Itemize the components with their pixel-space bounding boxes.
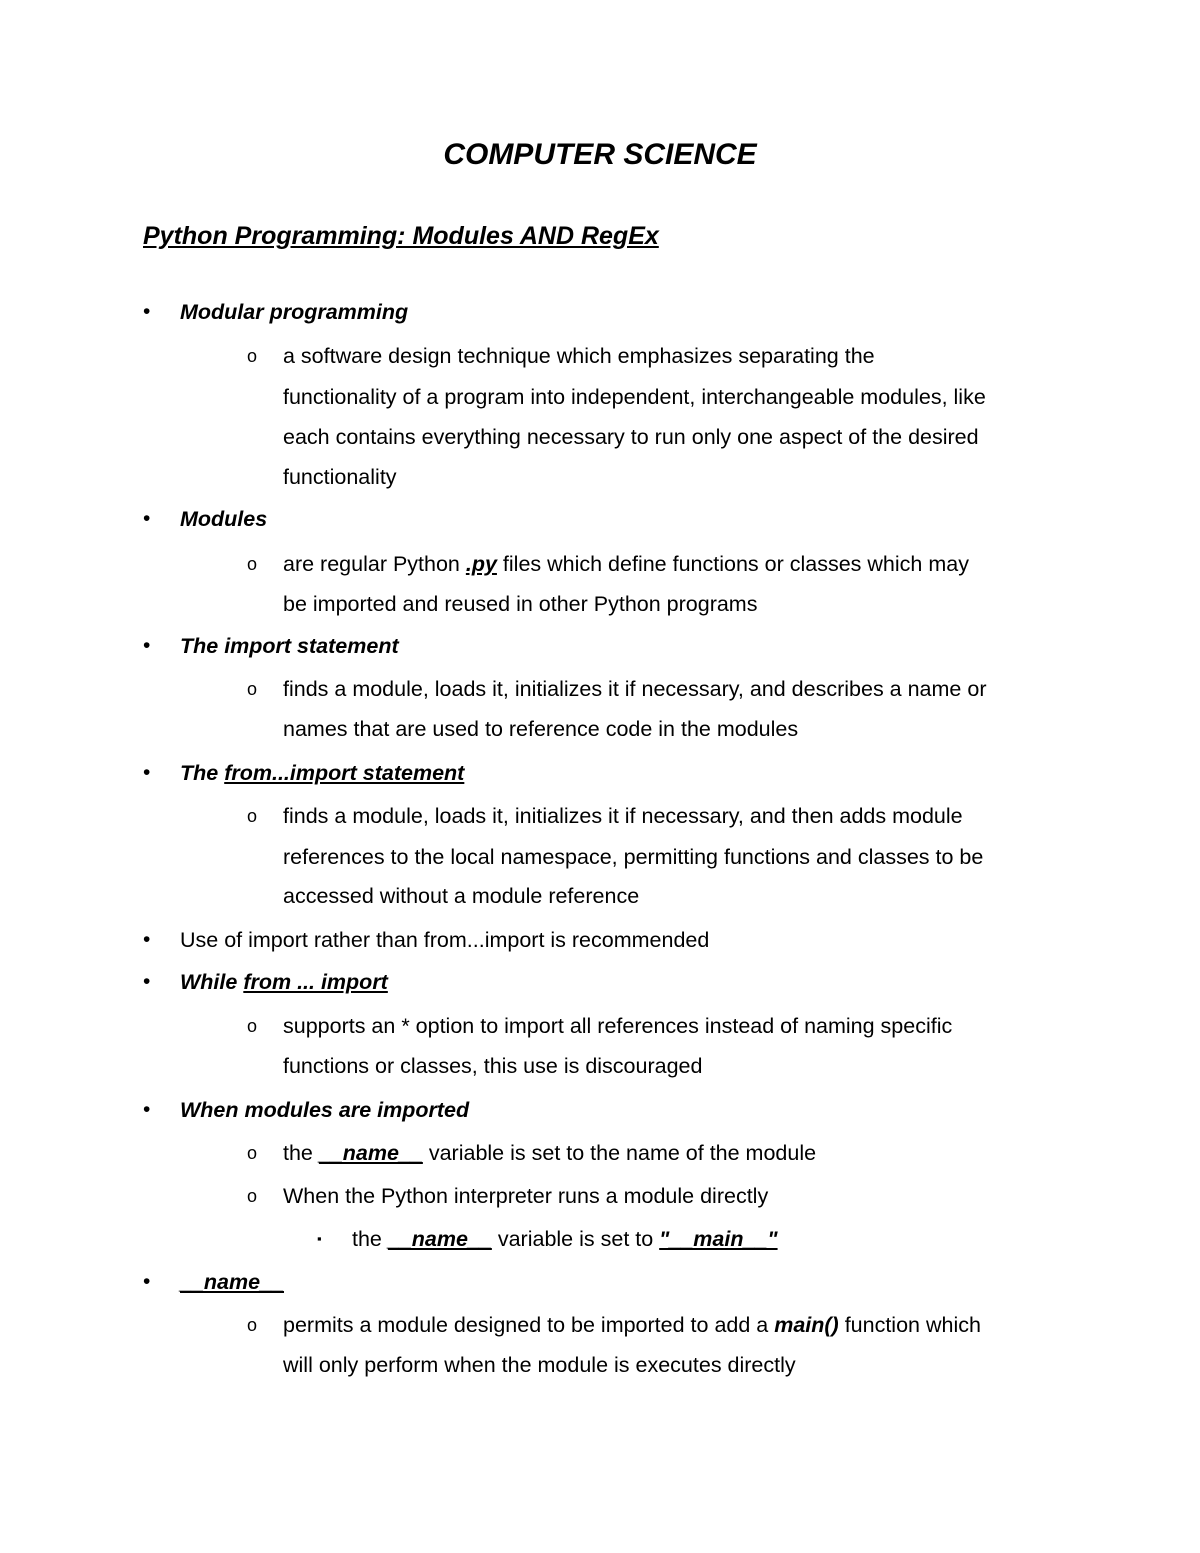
- definition-line: [283, 1310, 981, 1340]
- definition-line: supports an * option to import all references instead of naming specific: [283, 1014, 953, 1038]
- bullet-circle: o: [247, 679, 258, 699]
- bullet-disc: •: [143, 928, 151, 951]
- definition-line: names that are used to reference code in the modules: [283, 717, 799, 741]
- text-run: permits a module designed to be imported to add a: [283, 1313, 775, 1337]
- bullet-circle: o: [247, 1186, 258, 1206]
- bullet-disc: •: [143, 761, 151, 784]
- topic-name-variable: __name__: [180, 1270, 284, 1294]
- topic-modular-programming: Modular programming: [180, 300, 409, 324]
- bullet-circle: o: [247, 1315, 258, 1335]
- bullet-disc: •: [143, 1270, 151, 1293]
- definition-line: a software design technique which emphasizes separating the: [283, 344, 875, 368]
- bullet-disc: •: [143, 1098, 151, 1121]
- definition-line: functions or classes, this use is discouraged: [283, 1054, 703, 1078]
- text-run: The: [180, 761, 225, 785]
- topic-from-import-statement: [180, 758, 464, 788]
- topic-when-modules-imported: When modules are imported: [180, 1098, 470, 1122]
- recommendation-line: Use of import rather than from...import is recommended: [180, 928, 710, 952]
- main-function: main(): [774, 1313, 839, 1337]
- definition-line: each contains everything necessary to run only one aspect of the desired: [283, 425, 979, 449]
- document-title: COMPUTER SCIENCE: [443, 138, 757, 171]
- definition-line: functionality: [283, 465, 397, 489]
- name-variable: __name__: [387, 1227, 492, 1251]
- topic-import-statement: The import statement: [180, 634, 399, 658]
- definition-line: accessed without a module reference: [283, 884, 640, 908]
- bullet-square: ▪: [317, 1231, 322, 1246]
- definition-line: [283, 549, 969, 579]
- py-extension: .py: [465, 552, 497, 576]
- definition-line: references to the local namespace, permitting functions and classes to be: [283, 845, 984, 869]
- bullet-circle: o: [247, 1143, 258, 1163]
- bullet-disc: •: [143, 970, 151, 993]
- text-run: variable is set to the name of the module: [422, 1141, 817, 1165]
- text-run: While: [180, 970, 244, 994]
- definition-line: When the Python interpreter runs a module directly: [283, 1184, 769, 1208]
- name-variable: __name__: [318, 1141, 423, 1165]
- definition-line: be imported and reused in other Python programs: [283, 592, 758, 616]
- text-run-underlined: from...import statement: [224, 761, 465, 785]
- bullet-circle: o: [247, 346, 258, 366]
- text-run: variable is set to: [491, 1227, 660, 1251]
- bullet-disc: •: [143, 507, 151, 530]
- bullet-disc: •: [143, 634, 151, 657]
- text-run: function which: [838, 1313, 981, 1337]
- bullet-circle: o: [247, 1016, 258, 1036]
- text-run: are regular Python: [283, 552, 466, 576]
- definition-line: functionality of a program into independent, interchangeable modules, like: [283, 385, 986, 409]
- text-run: the: [352, 1227, 388, 1251]
- definition-line: [283, 1138, 816, 1168]
- definition-line: finds a module, loads it, initializes it if necessary, and then adds module: [283, 804, 963, 828]
- bullet-circle: o: [247, 806, 258, 826]
- text-run-underlined: from ... import: [243, 970, 388, 994]
- text-run: files which define functions or classes which may: [496, 552, 969, 576]
- definition-line: finds a module, loads it, initializes it if necessary, and describes a name or: [283, 677, 987, 701]
- bullet-circle: o: [247, 554, 258, 574]
- sub-definition-line: [352, 1224, 778, 1254]
- section-heading: Python Programming: Modules AND RegEx: [143, 222, 659, 250]
- topic-while-from-import: [180, 967, 388, 997]
- text-run: the: [283, 1141, 319, 1165]
- main-string: "__main__": [659, 1227, 778, 1251]
- definition-line: will only perform when the module is executes directly: [283, 1353, 796, 1377]
- topic-modules: Modules: [180, 507, 268, 531]
- bullet-disc: •: [143, 300, 151, 323]
